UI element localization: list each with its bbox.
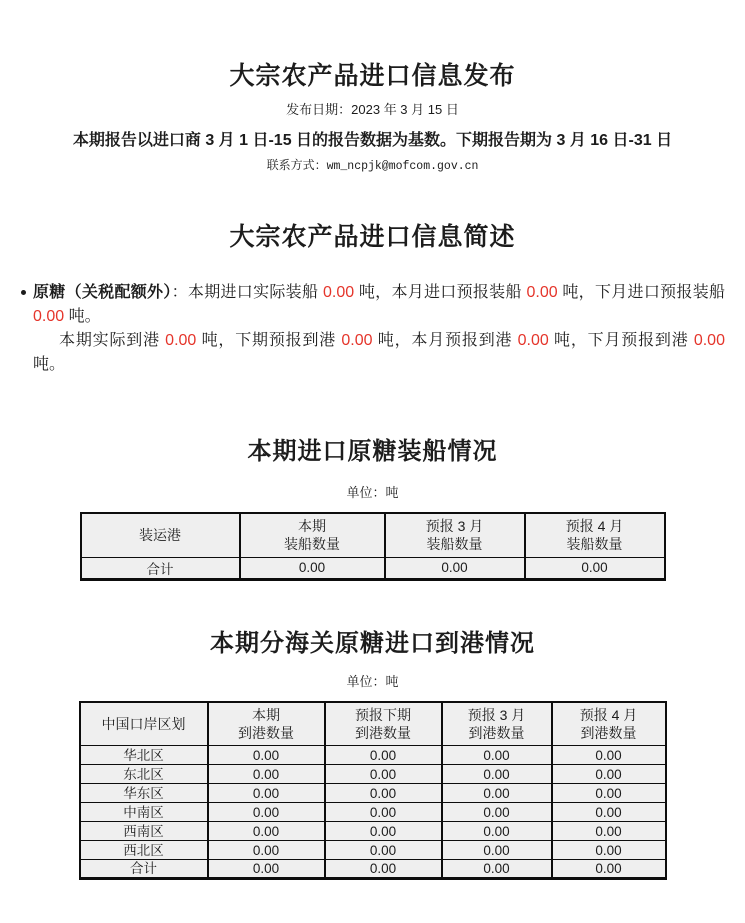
- value-cell: 0.00: [442, 784, 552, 803]
- row-label-cell: 华东区: [80, 784, 208, 803]
- row-label-cell: 华北区: [80, 746, 208, 765]
- shipment-table-title: 本期进口原糖装船情况: [247, 438, 498, 465]
- row-label-cell: 合计: [81, 557, 240, 579]
- summary-paragraph-arrival: [33, 329, 725, 377]
- red-value: 0.00: [341, 332, 373, 349]
- column-header-line1: 装运港: [139, 527, 181, 544]
- value-cell: 0.00: [325, 784, 442, 803]
- table-row: [80, 765, 666, 784]
- row-label-cell: 合计: [80, 860, 208, 879]
- value-cell: 0.00: [325, 822, 442, 841]
- column-header-line1: 预报 3 月: [467, 706, 526, 723]
- text-segment: 吨，本月进口预报装船: [354, 284, 527, 301]
- red-value: 0.00: [322, 284, 355, 301]
- value-cell: 0.00: [325, 765, 442, 784]
- column-header: [552, 702, 666, 746]
- value-cell: 0.00: [208, 746, 325, 765]
- report-page: [0, 56, 745, 923]
- red-value: 0.00: [33, 308, 65, 325]
- red-value: 0.00: [517, 332, 549, 349]
- value-cell: 0.00: [385, 557, 525, 579]
- red-value: 0.00: [693, 332, 725, 349]
- column-header: [525, 513, 665, 557]
- text-segment: 吨。: [64, 308, 101, 325]
- value-cell: 0.00: [325, 803, 442, 822]
- summary-list-item: [33, 281, 725, 377]
- bullet-icon: [21, 290, 26, 295]
- value-cell: 0.00: [240, 557, 385, 579]
- column-header-line2: 到港数量: [580, 724, 637, 741]
- column-header: [325, 702, 442, 746]
- value-cell: 0.00: [208, 784, 325, 803]
- contact-email: wm_ncpjk@mofcom.gov.cn: [326, 160, 479, 173]
- value-cell: 0.00: [325, 746, 442, 765]
- value-cell: 0.00: [552, 746, 666, 765]
- summary-bullet-list: [0, 281, 745, 377]
- value-cell: 0.00: [552, 803, 666, 822]
- value-cell: 0.00: [442, 860, 552, 879]
- value-cell: 0.00: [552, 765, 666, 784]
- red-value: 0.00: [526, 284, 558, 301]
- value-cell: 0.00: [325, 841, 442, 860]
- value-cell: 0.00: [208, 860, 325, 879]
- summary-paragraph-shipping: [33, 281, 725, 329]
- column-header-line1: 本期: [252, 706, 280, 723]
- column-header: [240, 513, 385, 557]
- column-header: [442, 702, 552, 746]
- value-cell: 0.00: [208, 765, 325, 784]
- column-header-line2: 装船数量: [284, 536, 340, 553]
- text-segment: 吨，下月进口预报装船: [557, 284, 725, 301]
- value-cell: 0.00: [552, 841, 666, 860]
- column-header-line1: 本期: [298, 518, 326, 535]
- column-header: [81, 513, 240, 557]
- value-cell: 0.00: [552, 784, 666, 803]
- value-cell: 0.00: [442, 765, 552, 784]
- column-header: [208, 702, 325, 746]
- column-header-line1: 预报 4 月: [579, 706, 638, 723]
- text-segment: 吨。: [33, 356, 66, 373]
- column-header-line1: 预报 3 月: [425, 518, 484, 535]
- value-cell: 0.00: [208, 803, 325, 822]
- row-label-cell: 东北区: [80, 765, 208, 784]
- arrival-table-unit: 单位：吨: [346, 673, 399, 689]
- table-row: [80, 841, 666, 860]
- table-row: [80, 822, 666, 841]
- row-label-cell: 西南区: [80, 822, 208, 841]
- column-header: [385, 513, 525, 557]
- column-header-line1: 中国口岸区划: [101, 715, 186, 732]
- text-segment: 吨，下月预报到港: [548, 332, 694, 349]
- value-cell: 0.00: [442, 841, 552, 860]
- value-cell: 0.00: [325, 860, 442, 879]
- row-label-cell: 西北区: [80, 841, 208, 860]
- shipment-table: [80, 512, 666, 581]
- table-row: [80, 746, 666, 765]
- column-header-line1: 预报下期: [355, 706, 411, 723]
- value-cell: 0.00: [552, 860, 666, 879]
- contact-label: 联系方式：: [266, 158, 327, 172]
- arrival-table-section: [0, 623, 745, 881]
- shipment-table-unit: 单位：吨: [346, 485, 399, 500]
- value-cell: 0.00: [442, 822, 552, 841]
- bold-term: 原糖（关税配额外）: [33, 284, 172, 301]
- text-segment: 吨，下期预报到港: [196, 332, 342, 349]
- table-header-row: [81, 513, 665, 557]
- publish-date: 发布日期：2023 年 3 月 15 日: [286, 102, 459, 117]
- arrival-table-title: 本期分海关原糖进口到港情况: [210, 629, 535, 657]
- value-cell: 0.00: [442, 803, 552, 822]
- page-title: 大宗农产品进口信息发布: [229, 62, 516, 90]
- summary-section-title: 大宗农产品进口信息简述: [229, 223, 516, 251]
- table-row: [80, 860, 666, 879]
- arrival-table: [79, 701, 667, 881]
- report-period-note: 本期报告以进口商 3 月 1 日-15 日的报告数据为基数。下期报告期为 3 月 16 日-31 日: [72, 132, 673, 149]
- column-header: [80, 702, 208, 746]
- value-cell: 0.00: [208, 822, 325, 841]
- value-cell: 0.00: [442, 746, 552, 765]
- table-header-row: [80, 702, 666, 746]
- value-cell: 0.00: [208, 841, 325, 860]
- value-cell: 0.00: [525, 557, 665, 579]
- value-cell: 0.00: [552, 822, 666, 841]
- text-segment: 吨，本月预报到港: [372, 332, 518, 349]
- table-row: [80, 803, 666, 822]
- table-row: [80, 784, 666, 803]
- column-header-line2: 到港数量: [355, 724, 411, 741]
- text-segment: 本期实际到港: [59, 332, 166, 349]
- column-header-line2: 装船数量: [566, 536, 623, 553]
- contact-line: [0, 156, 745, 173]
- column-header-line2: 装船数量: [426, 536, 483, 553]
- column-header-line1: 预报 4 月: [565, 518, 624, 535]
- table-row: [81, 557, 665, 579]
- shipment-table-section: [0, 431, 745, 581]
- column-header-line2: 到港数量: [468, 724, 525, 741]
- text-segment: ：本期进口实际装船: [171, 284, 323, 301]
- row-label-cell: 中南区: [80, 803, 208, 822]
- red-value: 0.00: [165, 332, 197, 349]
- column-header-line2: 到港数量: [238, 724, 294, 741]
